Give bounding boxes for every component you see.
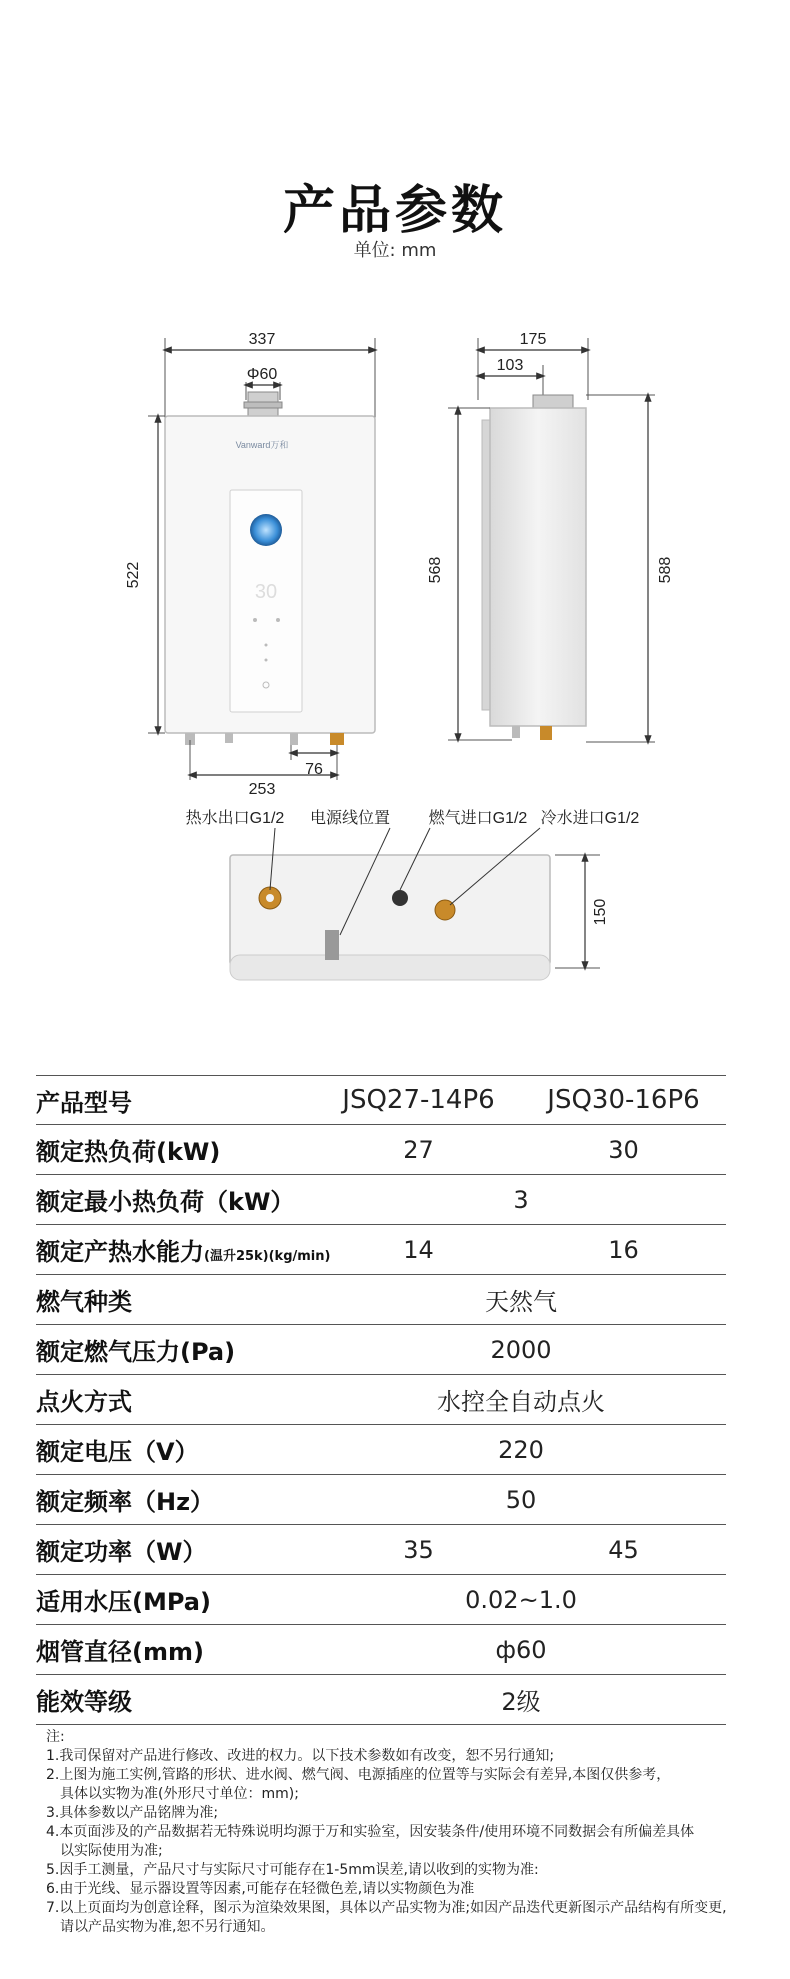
table-row xyxy=(36,1425,726,1475)
row-label-sub: (温升25k)(kg/min) xyxy=(204,1249,331,1264)
row-label: 产品型号 xyxy=(36,1088,132,1117)
row-label: 点火方式 xyxy=(36,1388,132,1416)
value-a: 27 xyxy=(403,1135,434,1164)
note-line: 7.以上页面均为创意诠释，图示为渲染效果图，具体以产品实物为准;如因产品迭代更新图示产品结构有所变更, xyxy=(46,1900,727,1916)
row-label-main: 额定产热水能力 xyxy=(36,1238,204,1266)
value-a: 14 xyxy=(403,1235,434,1264)
value-merged: 50 xyxy=(505,1485,537,1514)
value-merged: 2000 xyxy=(490,1335,552,1364)
value-merged: ф60 xyxy=(495,1635,547,1664)
bottom-height-label: 150 xyxy=(592,898,609,926)
model-b: JSQ30-16P6 xyxy=(547,1085,700,1115)
table-row xyxy=(36,1625,726,1675)
page-title: 产品参数 xyxy=(282,181,507,241)
note-line: 5.因手工测量，产品尺寸与实际尺寸可能存在1-5mm误差,请以收到的实物为准: xyxy=(46,1862,539,1878)
value-b: 45 xyxy=(608,1535,639,1564)
side-depth-label: 175 xyxy=(519,331,547,348)
table-row xyxy=(36,1525,726,1575)
pipe-diameter-label: Φ60 xyxy=(246,366,278,383)
callout-gas-inlet: 燃气进口G1/2 xyxy=(428,810,528,827)
row-label: 额定燃气压力(Pa) xyxy=(36,1338,236,1366)
globe-logo xyxy=(250,514,282,546)
bottom-width-label: 253 xyxy=(248,781,276,798)
table-row xyxy=(36,1225,726,1275)
row-label: 额定最小热负荷（kW） xyxy=(36,1188,295,1216)
value-merged: 天然气 xyxy=(485,1288,557,1316)
row-label: 额定热负荷(kW) xyxy=(36,1138,221,1166)
table-row xyxy=(36,1275,726,1325)
value-b: 16 xyxy=(608,1235,639,1264)
front-view xyxy=(125,331,375,798)
front-width-label: 337 xyxy=(248,331,276,348)
bottom-offset-label: 76 xyxy=(305,761,323,778)
row-label: 额定电压（V） xyxy=(36,1438,199,1466)
notes-heading: 注: xyxy=(46,1729,65,1745)
value-merged: 0.02~1.0 xyxy=(465,1585,577,1614)
callout-power-cable: 电源线位置 xyxy=(309,810,391,827)
brand-logo: Vanward万和 xyxy=(235,440,289,450)
note-line: 以实际使用为准; xyxy=(60,1843,163,1859)
side-body-height-label: 568 xyxy=(427,556,444,584)
note-line: 3.具体参数以产品铭牌为准; xyxy=(46,1805,219,1821)
note-line: 4.本页面涉及的产品数据若无特殊说明均源于万和实验室，因安装条件/使用环境不同数据会有所偏差具体 xyxy=(46,1824,695,1840)
row-label: 烟管直径(mm) xyxy=(36,1638,204,1666)
table-row xyxy=(36,1375,726,1425)
table-row xyxy=(36,1175,726,1225)
value-a: 35 xyxy=(403,1535,434,1564)
notes xyxy=(46,1728,746,1937)
display-value: 30 xyxy=(254,581,278,603)
note-line: 请以产品实物为准,恕不另行通知。 xyxy=(60,1919,275,1935)
table-row xyxy=(36,1575,726,1625)
bottom-view xyxy=(186,809,640,980)
row-label xyxy=(36,1232,331,1267)
table-row xyxy=(36,1475,726,1525)
value-merged: 220 xyxy=(498,1435,544,1464)
table-row xyxy=(36,1125,726,1175)
front-height-label: 522 xyxy=(125,561,142,589)
row-label: 额定频率（Hz） xyxy=(36,1488,215,1516)
table-row xyxy=(36,1325,726,1375)
unit-label: 单位: mm xyxy=(353,240,437,261)
spec-table xyxy=(36,1075,726,1725)
callout-cold-water: 冷水进口G1/2 xyxy=(540,810,640,827)
value-b: 30 xyxy=(608,1135,639,1164)
table-row-header xyxy=(36,1075,726,1125)
note-line: 1.我司保留对产品进行修改、改进的权力。以下技术参数如有改变，恕不另行通知; xyxy=(46,1748,555,1764)
value-merged: 水控全自动点火 xyxy=(437,1388,605,1416)
value-merged: 3 xyxy=(513,1185,529,1214)
note-line: 6.由于光线、显示器设置等因素,可能存在轻微色差,请以实物颜色为准 xyxy=(46,1881,475,1897)
row-label: 能效等级 xyxy=(36,1688,132,1716)
note-line: 具体以实物为准(外形尺寸单位：mm); xyxy=(60,1786,299,1802)
model-a: JSQ27-14P6 xyxy=(342,1085,495,1115)
callout-hot-water: 热水出口G1/2 xyxy=(185,810,285,827)
row-label: 燃气种类 xyxy=(36,1288,132,1316)
row-label: 适用水压(MPa) xyxy=(36,1588,211,1616)
note-line: 2.上图为施工实例,管路的形状、进水阀、燃气阀、电源插座的位置等与实际会有差异,本图仅供参考， xyxy=(46,1767,671,1783)
table-row xyxy=(36,1675,726,1725)
row-label: 额定功率（W） xyxy=(36,1538,207,1566)
side-total-height-label: 588 xyxy=(657,556,674,584)
value-merged: 2级 xyxy=(501,1688,541,1716)
side-pipe-offset-label: 103 xyxy=(496,357,524,374)
side-view xyxy=(427,331,674,742)
